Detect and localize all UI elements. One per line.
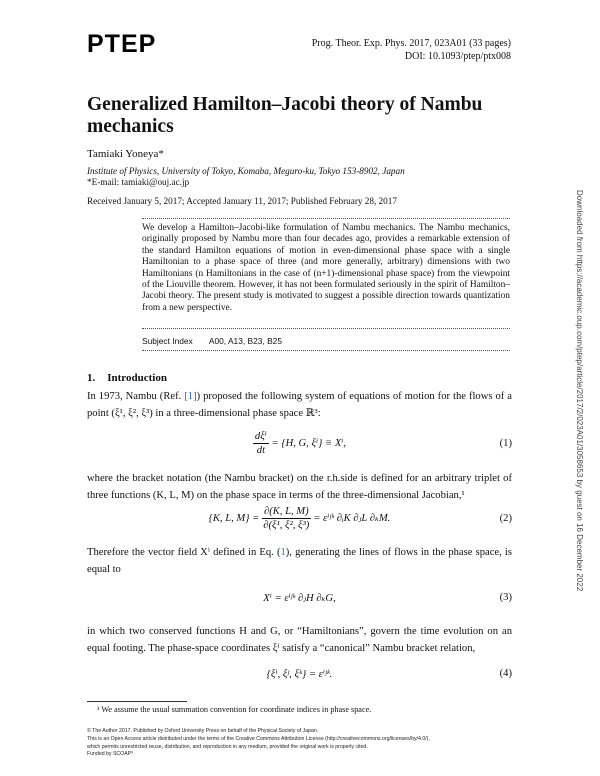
paragraph-1-text-a: In 1973, Nambu (Ref. bbox=[87, 391, 185, 402]
paragraph-4: in which two conserved functions H and G, or “Hamiltonians”, govern the time evolution on an equal footing. The phase-space coordinates ξⁱ satisfy a “canonical” Nambu bracket relation, bbox=[87, 626, 512, 654]
license-line: This is an Open Access article distributed under the terms of the Creative Commons Attribution License (http://creativecommons.org/licenses/by/4.0/), bbox=[87, 735, 430, 742]
footnote: ¹ We assume the usual summation convention for coordinate indices in phase space. bbox=[97, 705, 372, 714]
doi[interactable]: DOI: 10.1093/ptep/ptx008 bbox=[404, 51, 511, 62]
journal-logo: PTEP bbox=[87, 30, 157, 58]
equation-4-body: {ξⁱ, ξʲ, ξᵏ} = εⁱʲᵏ. bbox=[266, 669, 333, 680]
abstract: We develop a Hamilton–Jacobi-like formulation of Nambu mechanics. The Nambu mechanics, originally proposed by Nambu more than four decades ago, provides a remarkable extension of the standard Hamilton equations of motion in even-dimensional phase space with a single Hamiltonian to a phase space of three (and more generally, arbitrary) dimensions with two Hamiltonians (n Hamiltonians in the case of (n+1)-dimensional phase space) from the viewpoint of the Liouville theorem. However, it has not been formulated seriously in the spirit of Hamilton–Jacobi theory. The present study is motivated to suggest a possible direction towards quantization from a new perspective. bbox=[142, 223, 510, 313]
abstract-divider-mid bbox=[142, 328, 510, 329]
subject-index-label: Subject Index bbox=[142, 336, 193, 346]
equation-2-denominator: ∂(ξ¹, ξ², ξ³) bbox=[263, 520, 310, 531]
license-line: Funded by SCOAP³ bbox=[87, 751, 133, 758]
license-line: which permits unrestricted reuse, distribution, and reproduction in any medium, provided the original work is properly cited. bbox=[87, 743, 368, 750]
paragraph-1-text-b: ) proposed the following system of equations of motion for the flows of a point (ξ¹, ξ², ξ³) in a three-dimensional phase space ℝ³: bbox=[87, 391, 512, 419]
author: Tamiaki Yoneya* bbox=[87, 148, 164, 160]
equation-2-numerator: ∂(K, L, M) bbox=[263, 506, 309, 517]
citation-link[interactable]: [1] bbox=[184, 391, 197, 402]
publication-dates: Received January 5, 2017; Accepted January 11, 2017; Published February 28, 2017 bbox=[87, 196, 397, 206]
equation-1-fraction bbox=[253, 430, 269, 457]
journal-line: Prog. Theor. Exp. Phys. 2017, 023A01 (33 pages) bbox=[311, 38, 511, 49]
paragraph-3 bbox=[87, 545, 512, 578]
paragraph-3-text-b: ), generating the lines of flows in the phase space, is equal to bbox=[87, 547, 512, 575]
section-number: 1. bbox=[87, 372, 96, 384]
equation-2-number: (2) bbox=[499, 513, 512, 524]
equation-3-number: (3) bbox=[499, 592, 512, 603]
equation-2 bbox=[87, 505, 512, 537]
paper-title: Generalized Hamilton–Jacobi theory of Nambu mechanics bbox=[87, 94, 483, 137]
equation-link[interactable]: 1 bbox=[280, 547, 286, 558]
email[interactable]: *E-mail: tamiaki@ouj.ac.jp bbox=[87, 177, 190, 187]
equation-3-body: Xⁱ = εⁱʲᵏ ∂ⱼH ∂ₖG, bbox=[263, 593, 336, 604]
equation-3 bbox=[87, 592, 512, 608]
equation-1-numerator: dξⁱ bbox=[254, 431, 267, 442]
equation-2-rhs: = εⁱʲᵏ ∂ᵢK ∂ⱼL ∂ₖM. bbox=[313, 512, 391, 524]
equation-1-rhs: = {H, G, ξⁱ} ≡ Xⁱ, bbox=[271, 437, 347, 449]
affiliation: Institute of Physics, University of Tokyo, Komaba, Meguro-ku, Tokyo 153-8902, Japan bbox=[87, 166, 405, 176]
equation-1-number: (1) bbox=[499, 438, 512, 449]
footnote-rule bbox=[87, 701, 187, 702]
section-title: Introduction bbox=[107, 372, 167, 384]
equation-1 bbox=[87, 430, 512, 462]
equation-4 bbox=[87, 668, 512, 684]
paragraph-3-text-a: Therefore the vector field Xⁱ defined in Eq. ( bbox=[87, 547, 281, 558]
license-line: © The Author 2017. Published by Oxford University Press on behalf of the Physical Society of Japan. bbox=[87, 728, 319, 734]
subject-index bbox=[142, 336, 282, 346]
paragraph-2: where the bracket notation (the Nambu bracket) on the r.h.side is defined for an arbitrary triplet of three functions (K, L, M) on the phase space in terms of the three-dimensional Jacobian,¹ bbox=[87, 473, 512, 501]
download-watermark bbox=[574, 190, 594, 710]
equation-2-body bbox=[87, 505, 512, 532]
subject-index-codes: A00, A13, B23, B25 bbox=[208, 336, 282, 346]
equation-2-fraction bbox=[262, 505, 311, 532]
equation-1-denominator: dt bbox=[256, 445, 266, 456]
download-watermark-text: Downloaded from https://academic.oup.com/ptep/article/2017/2/023A01/3058653 by guest on 16 December 2022 bbox=[575, 190, 584, 592]
journal-citation bbox=[312, 37, 511, 63]
equation-4-number: (4) bbox=[499, 668, 512, 679]
abstract-divider-bottom bbox=[142, 350, 510, 351]
equation-1-body bbox=[87, 430, 512, 457]
license-block bbox=[87, 728, 517, 759]
paragraph-1 bbox=[87, 389, 512, 422]
abstract-divider-top bbox=[142, 218, 510, 219]
section-heading bbox=[87, 372, 179, 384]
equation-2-lhs: {K, L, M} = bbox=[208, 512, 260, 524]
